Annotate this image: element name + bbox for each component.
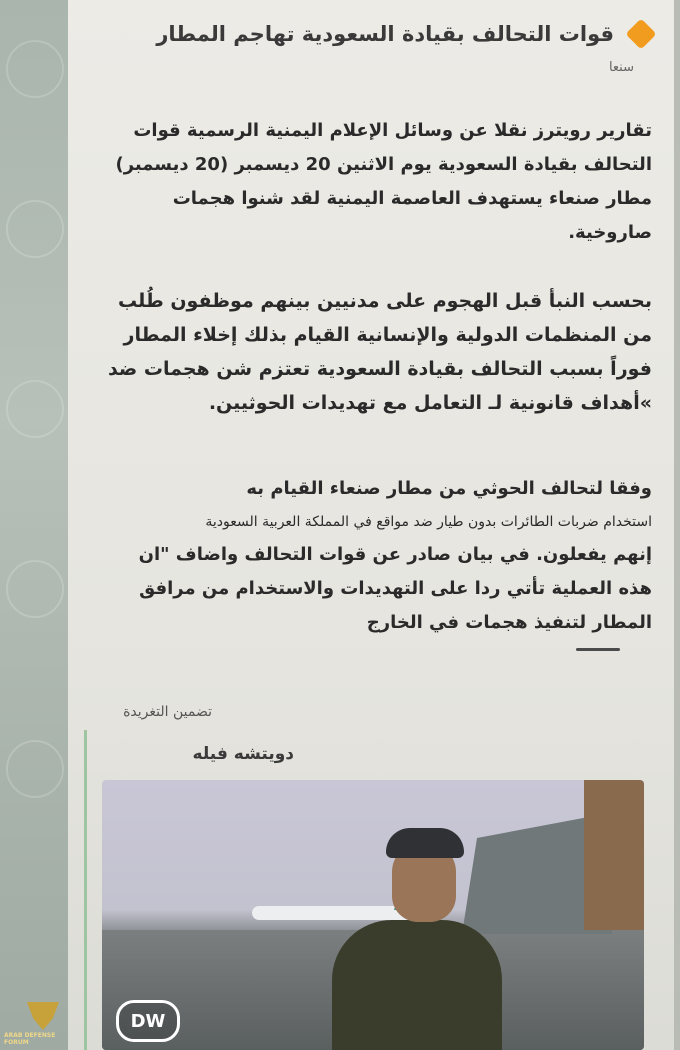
forum-watermark xyxy=(4,1000,82,1046)
background-pattern xyxy=(6,740,64,798)
message-card[interactable] xyxy=(68,0,674,1050)
paragraph-2: بحسب النبأ قبل الهجوم على مدنيين بينهم موظفون طُلب من المنظمات الدولية والإنسانية القيام بذلك إخلاء المطار فوراً بسبب التحالف بقيادة السعودية تعتزم شن هجمات ضد »أهداف قانونية لـ التعامل مع تهديدات الحوثيين. xyxy=(107,290,652,414)
paragraph-3-line-2: استخدام ضربات الطائرات بدون طيار ضد مواقع في المملكة العربية السعودية xyxy=(205,514,652,530)
divider-mark xyxy=(576,648,620,651)
background-pattern xyxy=(6,200,64,258)
post-title-row xyxy=(92,22,652,46)
paragraph-1: تقارير رويترز نقلا عن وسائل الإعلام اليمنية الرسمية قوات التحالف بقيادة السعودية يوم الاثنين 20 ديسمبر (20 ديسمبر) مطار صنعاء يستهدف العاصمة اليمنية لقد شنوا هجمات صاروخية. xyxy=(115,120,652,243)
forum-logo-icon xyxy=(27,1002,59,1030)
paragraph-3 xyxy=(100,472,652,640)
post-title: قوات التحالف بقيادة السعودية تهاجم المطار xyxy=(156,22,614,46)
embed-source-name[interactable]: دويتشه فيله xyxy=(192,744,294,764)
chat-background-left xyxy=(0,0,68,1050)
paragraph-3-rest: إنهم يفعلون. في بيان صادر عن قوات التحالف واضاف "ان هذه العملية تأتي ردا على التهديدات والاستخدام من مرافق المطار لتنفيذ هجمات في الخارج xyxy=(138,544,652,633)
diamond-icon xyxy=(625,18,656,49)
post-location: سنعا xyxy=(608,60,634,75)
soldier xyxy=(332,920,502,1050)
embed-tweet-label[interactable]: تضمين التغريدة xyxy=(123,704,212,720)
chat-background-right xyxy=(674,0,680,1050)
forum-watermark-text: ARAB DEFENSE FORUM xyxy=(4,1032,56,1046)
background-pattern xyxy=(6,40,64,98)
paragraph-3-line-1: وفقا لتحالف الحوثي من مطار صنعاء القيام به xyxy=(246,478,652,499)
background-pattern xyxy=(6,380,64,438)
soldier-beret xyxy=(386,828,464,858)
background-pattern xyxy=(6,560,64,618)
dw-logo-icon: DW xyxy=(116,1000,180,1042)
embed-photo[interactable] xyxy=(102,780,644,1050)
building xyxy=(584,780,644,930)
